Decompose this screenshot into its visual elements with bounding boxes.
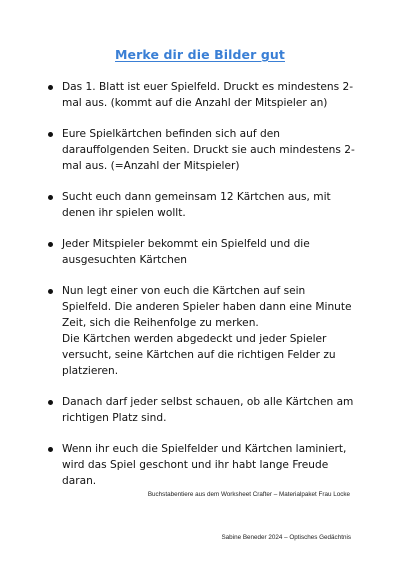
list-item bbox=[62, 189, 362, 221]
page-title: Merke dir die Bilder gut bbox=[115, 47, 285, 62]
list-item-text: Jeder Mitspieler bekommt ein Spielfeld und die ausgesuchten Kärtchen bbox=[62, 238, 310, 266]
list-item bbox=[62, 126, 362, 174]
bullet-icon bbox=[48, 132, 53, 137]
author-credit: Sabine Beneder 2024 – Optisches Gedächtnis bbox=[221, 534, 351, 541]
list-item-text: Eure Spielkärtchen befinden sich auf den darauffolgenden Seiten. Druckt sie auch mindestens 2- mal aus. (=Anzahl der Mitspieler) bbox=[62, 128, 355, 172]
list-item bbox=[62, 283, 362, 379]
list-item-text: Wenn ihr euch die Spielfelder und Kärtchen laminiert, wird das Spiel geschont und ihr habt lange Freude daran. bbox=[62, 443, 347, 487]
list-item bbox=[62, 236, 362, 268]
bullet-icon bbox=[48, 289, 53, 294]
list-item-text: Sucht euch dann gemeinsam 12 Kärtchen aus, mit denen ihr spielen wollt. bbox=[62, 191, 331, 219]
bullet-icon bbox=[48, 447, 53, 452]
bullet-icon bbox=[48, 195, 53, 200]
list-item-text: Danach darf jeder selbst schauen, ob alle Kärtchen am richtigen Platz sind. bbox=[62, 396, 354, 424]
list-item bbox=[62, 441, 362, 489]
list-item bbox=[62, 394, 362, 426]
list-item bbox=[62, 79, 362, 111]
font-source-credit: Buchstabentiere aus dem Worksheet Crafter – Materialpaket Frau Locke bbox=[147, 491, 350, 498]
bullet-icon bbox=[48, 400, 53, 405]
list-item-text: Nun legt einer von euch die Kärtchen auf sein Spielfeld. Die anderen Spieler haben dann eine Minute Zeit, sich die Reihenfolge zu merken. Die Kärtchen werden abgedeckt und jeder Spieler versucht, seine Kärtchen auf die richtigen Felder zu platzieren. bbox=[62, 285, 352, 377]
instruction-list bbox=[62, 79, 362, 504]
bullet-icon bbox=[48, 242, 53, 247]
list-item-text: Das 1. Blatt ist euer Spielfeld. Druckt es mindestens 2- mal aus. (kommt auf die Anzahl der Mitspieler an) bbox=[62, 81, 354, 109]
bullet-icon bbox=[48, 85, 53, 90]
